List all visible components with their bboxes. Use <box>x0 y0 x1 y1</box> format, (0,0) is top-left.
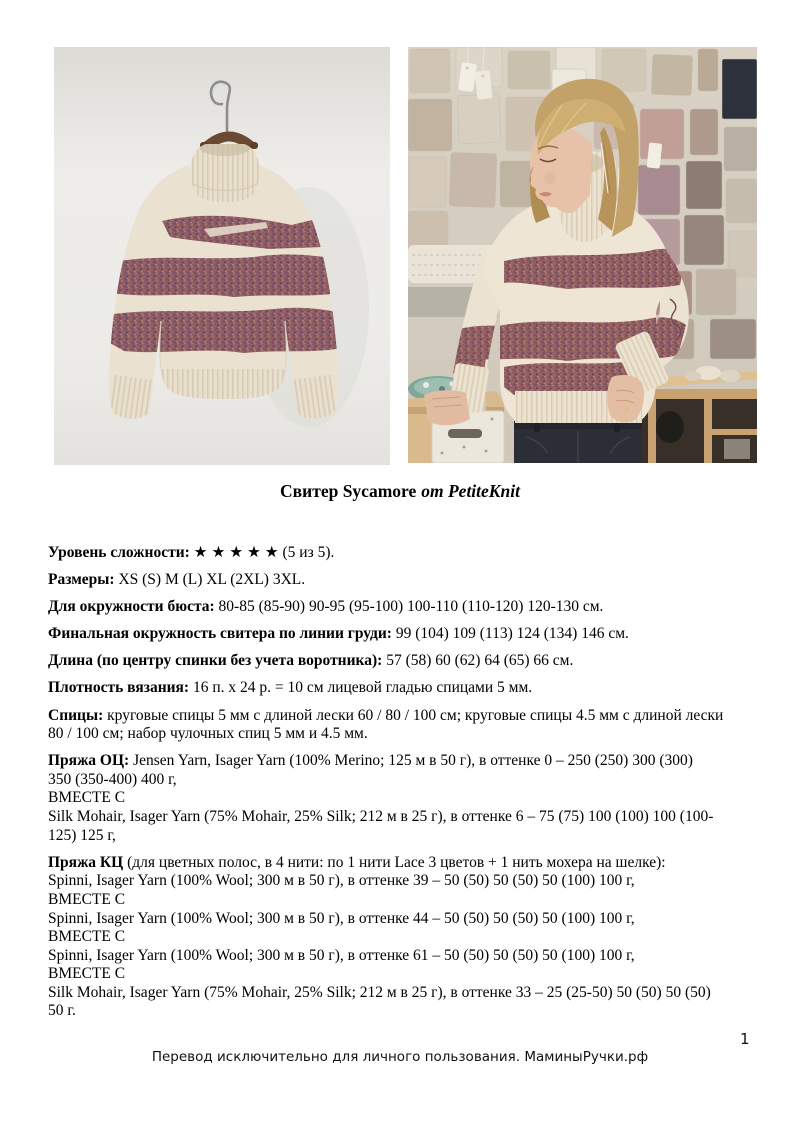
title-regular: Свитер Sycamore <box>280 481 417 501</box>
text-run: (для цветных полос, в 4 нити: по 1 нити Lace 3 цветов + 1 нить мохера на шелке): <box>123 853 666 871</box>
text-run: ★ ★ ★ ★ ★ (5 из 5). <box>189 544 335 561</box>
page-title <box>0 481 800 501</box>
text-line <box>48 771 763 790</box>
text-run: ВМЕСТЕ С <box>48 928 126 946</box>
title-italic: от PetiteKnit <box>421 481 520 501</box>
text-line <box>48 544 763 563</box>
text-run: круговые спицы 5 мм с длиной лески 60 / 80 / 100 см; круговые спицы 4.5 мм с длиной лески <box>103 706 724 724</box>
jeans <box>514 421 642 463</box>
text-line <box>48 752 763 771</box>
text-line <box>48 872 763 891</box>
paragraph <box>48 571 763 590</box>
bold-label: Пряжа КЦ <box>48 853 124 871</box>
text-run: ВМЕСТЕ С <box>48 890 126 908</box>
paragraph <box>48 544 763 563</box>
page-number: 1 <box>740 1030 750 1048</box>
text-run: 80-85 (85-90) 90-95 (95-100) 100-110 (110-120) 120-130 см. <box>214 598 604 616</box>
left-hand <box>607 375 644 422</box>
paragraph <box>48 598 763 617</box>
paragraph <box>48 652 763 671</box>
paragraph <box>48 752 763 845</box>
model-photo <box>408 47 757 463</box>
sweater-illustration <box>54 47 390 465</box>
text-run: Spinni, Isager Yarn (100% Wool; 300 м в 50 г), в оттенке 44 – 50 (50) 50 (50) 50 (100) 100 г, <box>48 909 635 927</box>
text-run: 57 (58) 60 (62) 64 (65) 66 см. <box>382 652 574 670</box>
bold-label: Размеры: <box>48 571 115 589</box>
text-line <box>48 984 763 1003</box>
text-line <box>48 947 763 966</box>
text-run: 80 / 100 см; набор чулочных спиц 5 мм и 4.5 мм. <box>48 725 368 743</box>
text-line <box>48 891 763 910</box>
text-line <box>48 854 763 873</box>
bold-label: Для окружности бюста: <box>48 598 215 616</box>
text-run: 50 г. <box>48 1002 76 1020</box>
text-run: Spinni, Isager Yarn (100% Wool; 300 м в 50 г), в оттенке 39 – 50 (50) 50 (50) 50 (100) 100 г, <box>48 872 635 890</box>
text-line <box>48 652 763 671</box>
text-line <box>48 1002 763 1021</box>
text-line <box>48 707 763 726</box>
bold-label: Пряжа ОЦ: <box>48 752 130 770</box>
text-line <box>48 598 763 617</box>
right-hand <box>424 390 470 425</box>
bold-label: Уровень сложности: <box>48 544 190 561</box>
text-run: XS (S) M (L) XL (2XL) 3XL. <box>114 571 306 589</box>
text-run: 350 (350-400) 400 г, <box>48 770 177 788</box>
bold-label: Плотность вязания: <box>48 679 190 697</box>
text-run: ВМЕСТЕ С <box>48 789 126 807</box>
text-run: 16 п. х 24 р. = 10 см лицевой гладью спицами 5 мм. <box>189 679 533 697</box>
text-run: Silk Mohair, Isager Yarn (75% Mohair, 25% Silk; 212 м в 25 г), в оттенке 6 – 75 (75) 100 (100) 100 (100- <box>48 808 714 826</box>
footer-note: Перевод исключительно для личного пользования. МаминыРучки.рф <box>151 1049 649 1065</box>
paragraph <box>48 707 763 744</box>
text-run: Spinni, Isager Yarn (100% Wool; 300 м в 50 г), в оттенке 61 – 50 (50) 50 (50) 50 (100) 100 г, <box>48 946 635 964</box>
text-line <box>48 808 763 827</box>
text-run: 99 (104) 109 (113) 124 (134) 146 см. <box>391 625 629 643</box>
paragraph <box>48 854 763 1021</box>
bold-label: Длина (по центру спинки без учета воротника): <box>48 652 383 670</box>
text-line <box>48 928 763 947</box>
text-run: ВМЕСТЕ С <box>48 965 126 983</box>
ring <box>625 407 629 411</box>
bold-label: Финальная окружность свитера по линии груди: <box>48 625 392 643</box>
paragraph <box>48 679 763 698</box>
bold-label: Спицы: <box>48 706 104 724</box>
sweater-photo <box>54 47 390 465</box>
text-run: Jensen Yarn, Isager Yarn (100% Merino; 125 м в 50 г), в оттенке 0 – 250 (250) 300 (300) <box>129 752 693 770</box>
text-line <box>48 571 763 590</box>
text-line <box>48 625 763 644</box>
model-illustration <box>408 47 757 463</box>
text-run: Silk Mohair, Isager Yarn (75% Mohair, 25% Silk; 212 м в 25 г), в оттенке 33 – 25 (25-50) 50 (50) 50 (50) <box>48 983 711 1001</box>
text-run: 125) 125 г, <box>48 826 116 844</box>
pattern-details <box>48 544 763 1030</box>
text-line <box>48 827 763 846</box>
text-line <box>48 725 763 744</box>
paragraph <box>48 625 763 644</box>
text-line <box>48 910 763 929</box>
text-line <box>48 965 763 984</box>
text-line <box>48 679 763 698</box>
text-line <box>48 789 763 808</box>
